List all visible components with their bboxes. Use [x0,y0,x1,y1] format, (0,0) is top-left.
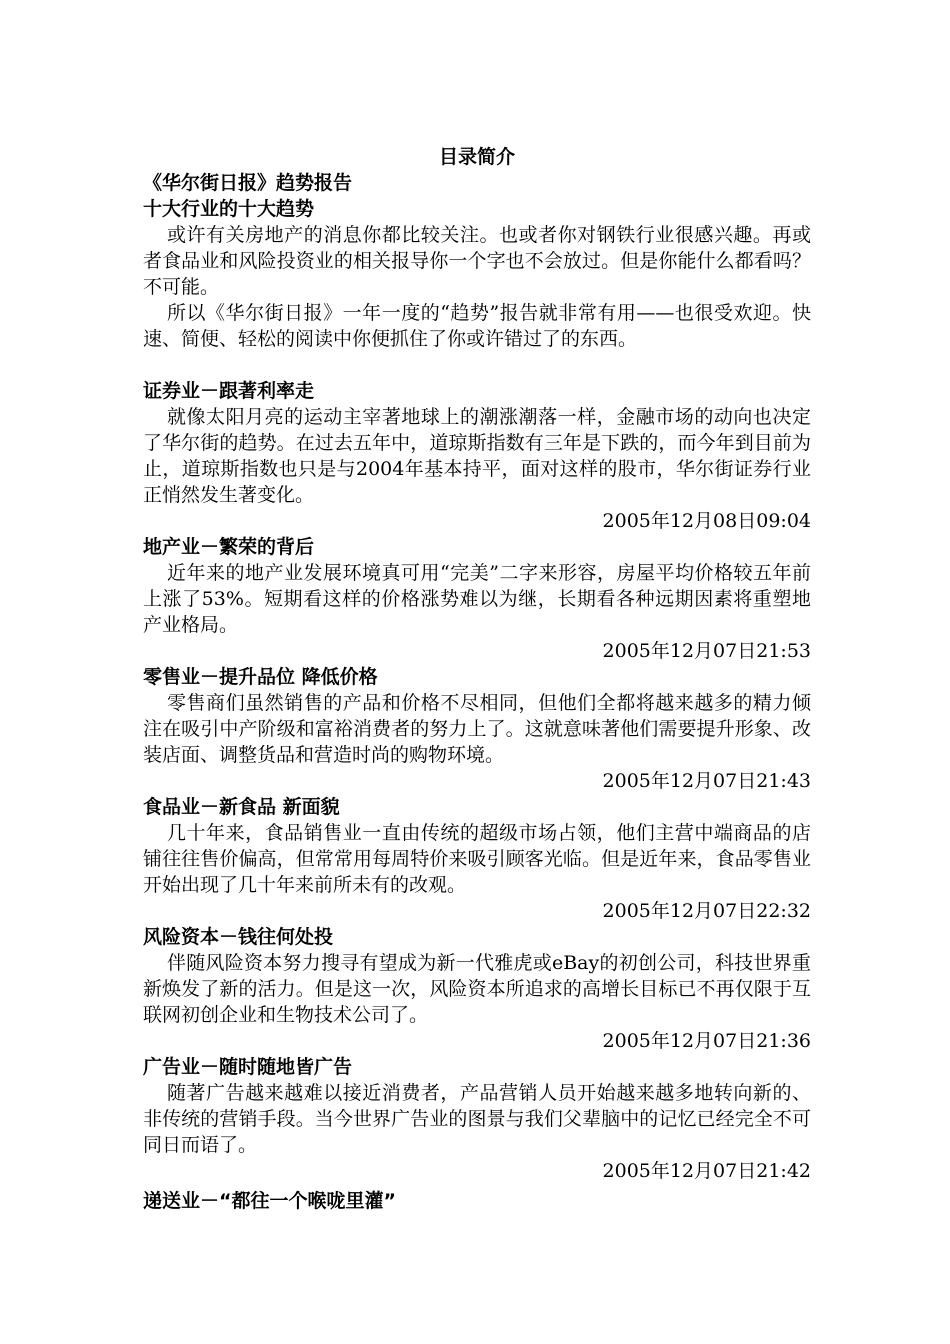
article-title: 广告业－随时随地皆广告 [143,1056,353,1078]
article-title: 零售业－提升品位 降低价格 [143,666,378,688]
article-title: 证券业－跟著利率走 [143,380,315,402]
article-securities [143,378,811,534]
report-title: 《华尔街日报》趋势报告 [143,172,353,194]
article-body: 近年来的地产业发展环境真可用“完美”二字来形容，房屋平均价格较五年前上涨了53%。短期看这样的价格涨势难以为继，长期看各种远期因素将重塑地产业格局。 [143,562,811,636]
article-date: 2005年12月08日09:04 [602,510,811,532]
article-title-delivery: 递送业－“都往一个喉咙里灌” [143,1190,396,1212]
blank-line [143,352,811,378]
article-date: 2005年12月07日21:43 [602,770,811,792]
article-body: 随著广告越来越难以接近消费者，产品营销人员开始越来越多地转向新的、非传统的营销手段。当今世界广告业的图景与我们父辈脑中的记忆已经完全不可同日而语了。 [143,1082,811,1156]
document-page [143,140,811,1214]
article-body: 就像太阳月亮的运动主宰著地球上的潮涨潮落一样，金融市场的动向也决定了华尔街的趋势。在过去五年中，道琼斯指数有三年是下跌的，而今年到目前为止，道琼斯指数也只是与2004年基本持平，面对这样的股市，华尔街证券行业正悄然发生著变化。 [143,406,811,506]
intro-paragraph-2: 所以《华尔街日报》一年一度的“趋势”报告就非常有用——也很受欢迎。快速、简便、轻松的阅读中你便抓住了你或许错过了的东西。 [143,302,811,350]
toc-title: 目录简介 [438,146,515,168]
article-title: 地产业－繁荣的背后 [143,536,315,558]
article-food [143,794,811,924]
article-date: 2005年12月07日21:36 [602,1030,811,1052]
article-date: 2005年12月07日22:32 [602,900,811,922]
article-title: 风险资本－钱往何处投 [143,926,334,948]
article-body: 几十年来，食品销售业一直由传统的超级市场占领，他们主营中端商品的店铺往往售价偏高，但常常用每周特价来吸引顾客光临。但是近年来，食品零售业开始出现了几十年来前所未有的改观。 [143,822,811,896]
intro-paragraph-1: 或许有关房地产的消息你都比较关注。也或者你对钢铁行业很感兴趣。再或者食品业和风险投资业的相关报导你一个字也不会放过。但是你能什么都看吗？不可能。 [143,224,811,298]
article-date: 2005年12月07日21:42 [602,1160,811,1182]
article-body: 伴随风险资本努力搜寻有望成为新一代雅虎或eBay的初创公司，科技世界重新焕发了新的活力。但是这一次，风险资本所追求的高增长目标已不再仅限于互联网初创企业和生物技术公司了。 [143,952,811,1026]
report-subtitle: 十大行业的十大趋势 [143,198,315,220]
article-date: 2005年12月07日21:53 [602,640,811,662]
article-advertising [143,1054,811,1184]
article-title: 食品业－新食品 新面貌 [143,796,340,818]
article-real-estate [143,534,811,664]
article-retail [143,664,811,794]
article-body: 零售商们虽然销售的产品和价格不尽相同，但他们全都将越来越多的精力倾注在吸引中产阶级和富裕消费者的努力上了。这就意味著他们需要提升形象、改装店面、调整货品和营造时尚的购物环境。 [143,692,811,766]
article-venture-capital [143,924,811,1054]
